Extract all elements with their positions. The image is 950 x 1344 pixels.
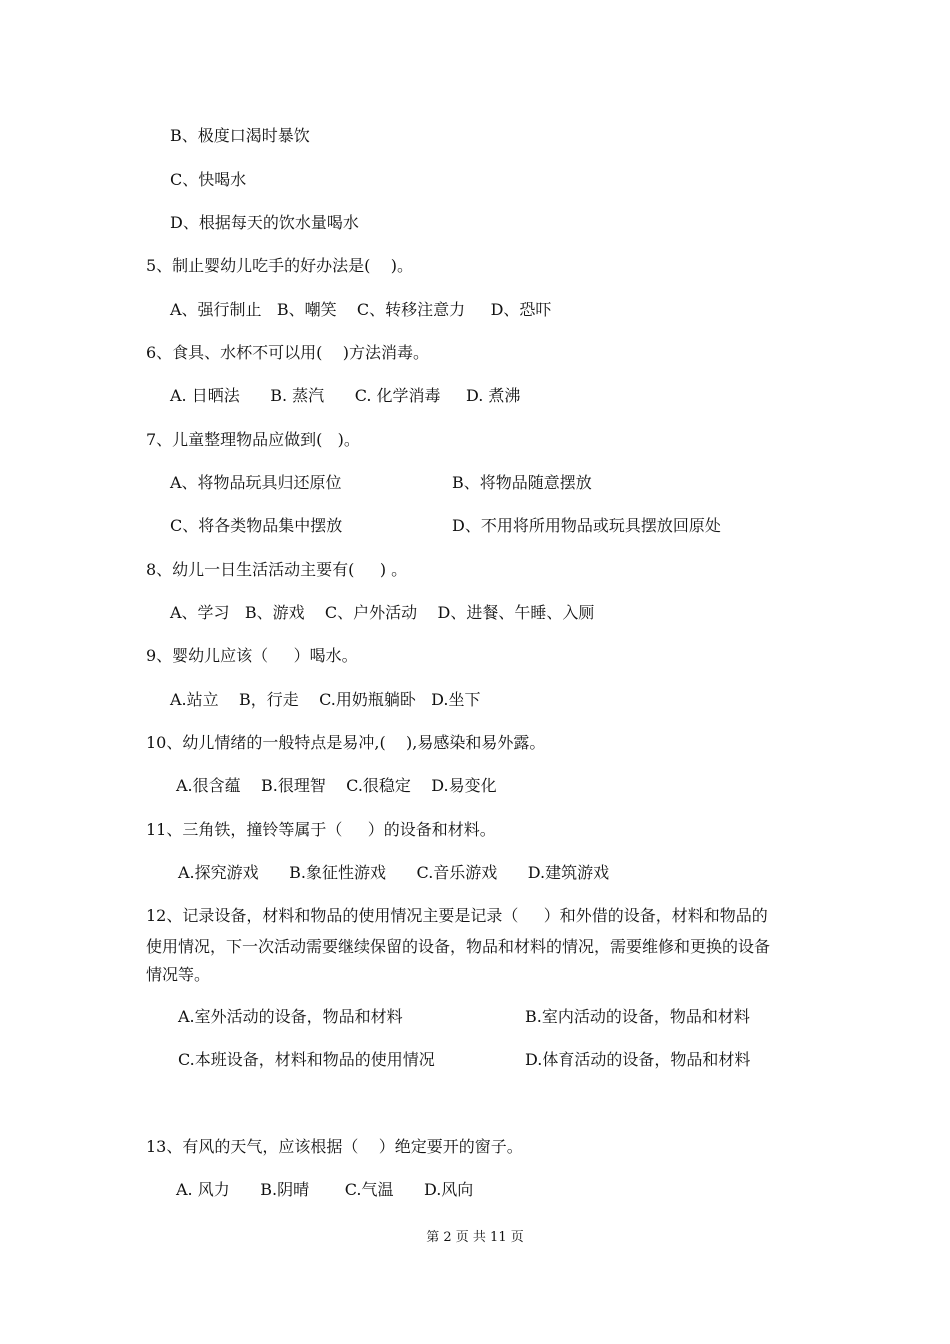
q7-option-a: A、将物品玩具归还原位 [170,473,342,492]
q4-option-b: B、极度口渴时暴饮 [170,126,310,145]
q12-question-line1: 12、记录设备，材料和物品的使用情况主要是记录（ ）和外借的设备，材料和物品的 [146,906,768,925]
q5-question: 5、制止婴幼儿吃手的好办法是( )。 [146,256,414,275]
q9-question: 9、婴幼儿应该（ ）喝水。 [146,646,358,665]
q9-options: A.站立 B，行走 C.用奶瓶躺卧 D.坐下 [170,690,481,709]
page-footer: 第 2 页 共 11 页 [426,1230,524,1245]
q12-option-a: A.室外活动的设备，物品和材料 [178,1007,403,1026]
q7-question: 7、儿童整理物品应做到( )。 [146,430,360,449]
q10-options: A.很含蕴 B.很理智 C.很稳定 D.易变化 [176,776,497,795]
q4-option-d: D、根据每天的饮水量喝水 [170,213,359,232]
q12-question-line2: 使用情况，下一次活动需要继续保留的设备，物品和材料的情况，需要维修和更换的设备 [146,937,771,956]
q7-option-c: C、将各类物品集中摆放 [170,516,343,535]
q8-options: A、学习 B、游戏 C、户外活动 D、进餐、午睡、入厕 [170,603,595,622]
q11-options: A.探究游戏 B.象征性游戏 C.音乐游戏 D.建筑游戏 [178,863,610,882]
q8-question: 8、幼儿一日生活活动主要有( ) 。 [146,560,408,579]
q12-option-b: B.室内活动的设备，物品和材料 [525,1007,750,1026]
q6-options: A. 日晒法 B. 蒸汽 C. 化学消毒 D. 煮沸 [170,386,521,405]
q10-question: 10、幼儿情绪的一般特点是易冲,( ),易感染和易外露。 [146,733,546,752]
q6-question: 6、食具、水杯不可以用( )方法消毒。 [146,343,430,362]
q12-option-d: D.体育活动的设备，物品和材料 [525,1050,751,1069]
q7-option-d: D、不用将所用物品或玩具摆放回原处 [452,516,721,535]
q7-option-b: B、将物品随意摆放 [452,473,592,492]
q13-question: 13、有风的天气，应该根据（ ）绝定要开的窗子。 [146,1137,523,1156]
q12-option-c: C.本班设备，材料和物品的使用情况 [178,1050,435,1069]
q5-options: A、强行制止 B、嘲笑 C、转移注意力 D、恐吓 [170,300,552,319]
q13-options: A. 风力 B.阴晴 C.气温 D.风向 [176,1180,474,1199]
q4-option-c: C、快喝水 [170,170,247,189]
q12-question-line3: 情况等。 [146,965,211,984]
q11-question: 11、三角铁，撞铃等属于（ ）的设备和材料。 [146,820,496,839]
